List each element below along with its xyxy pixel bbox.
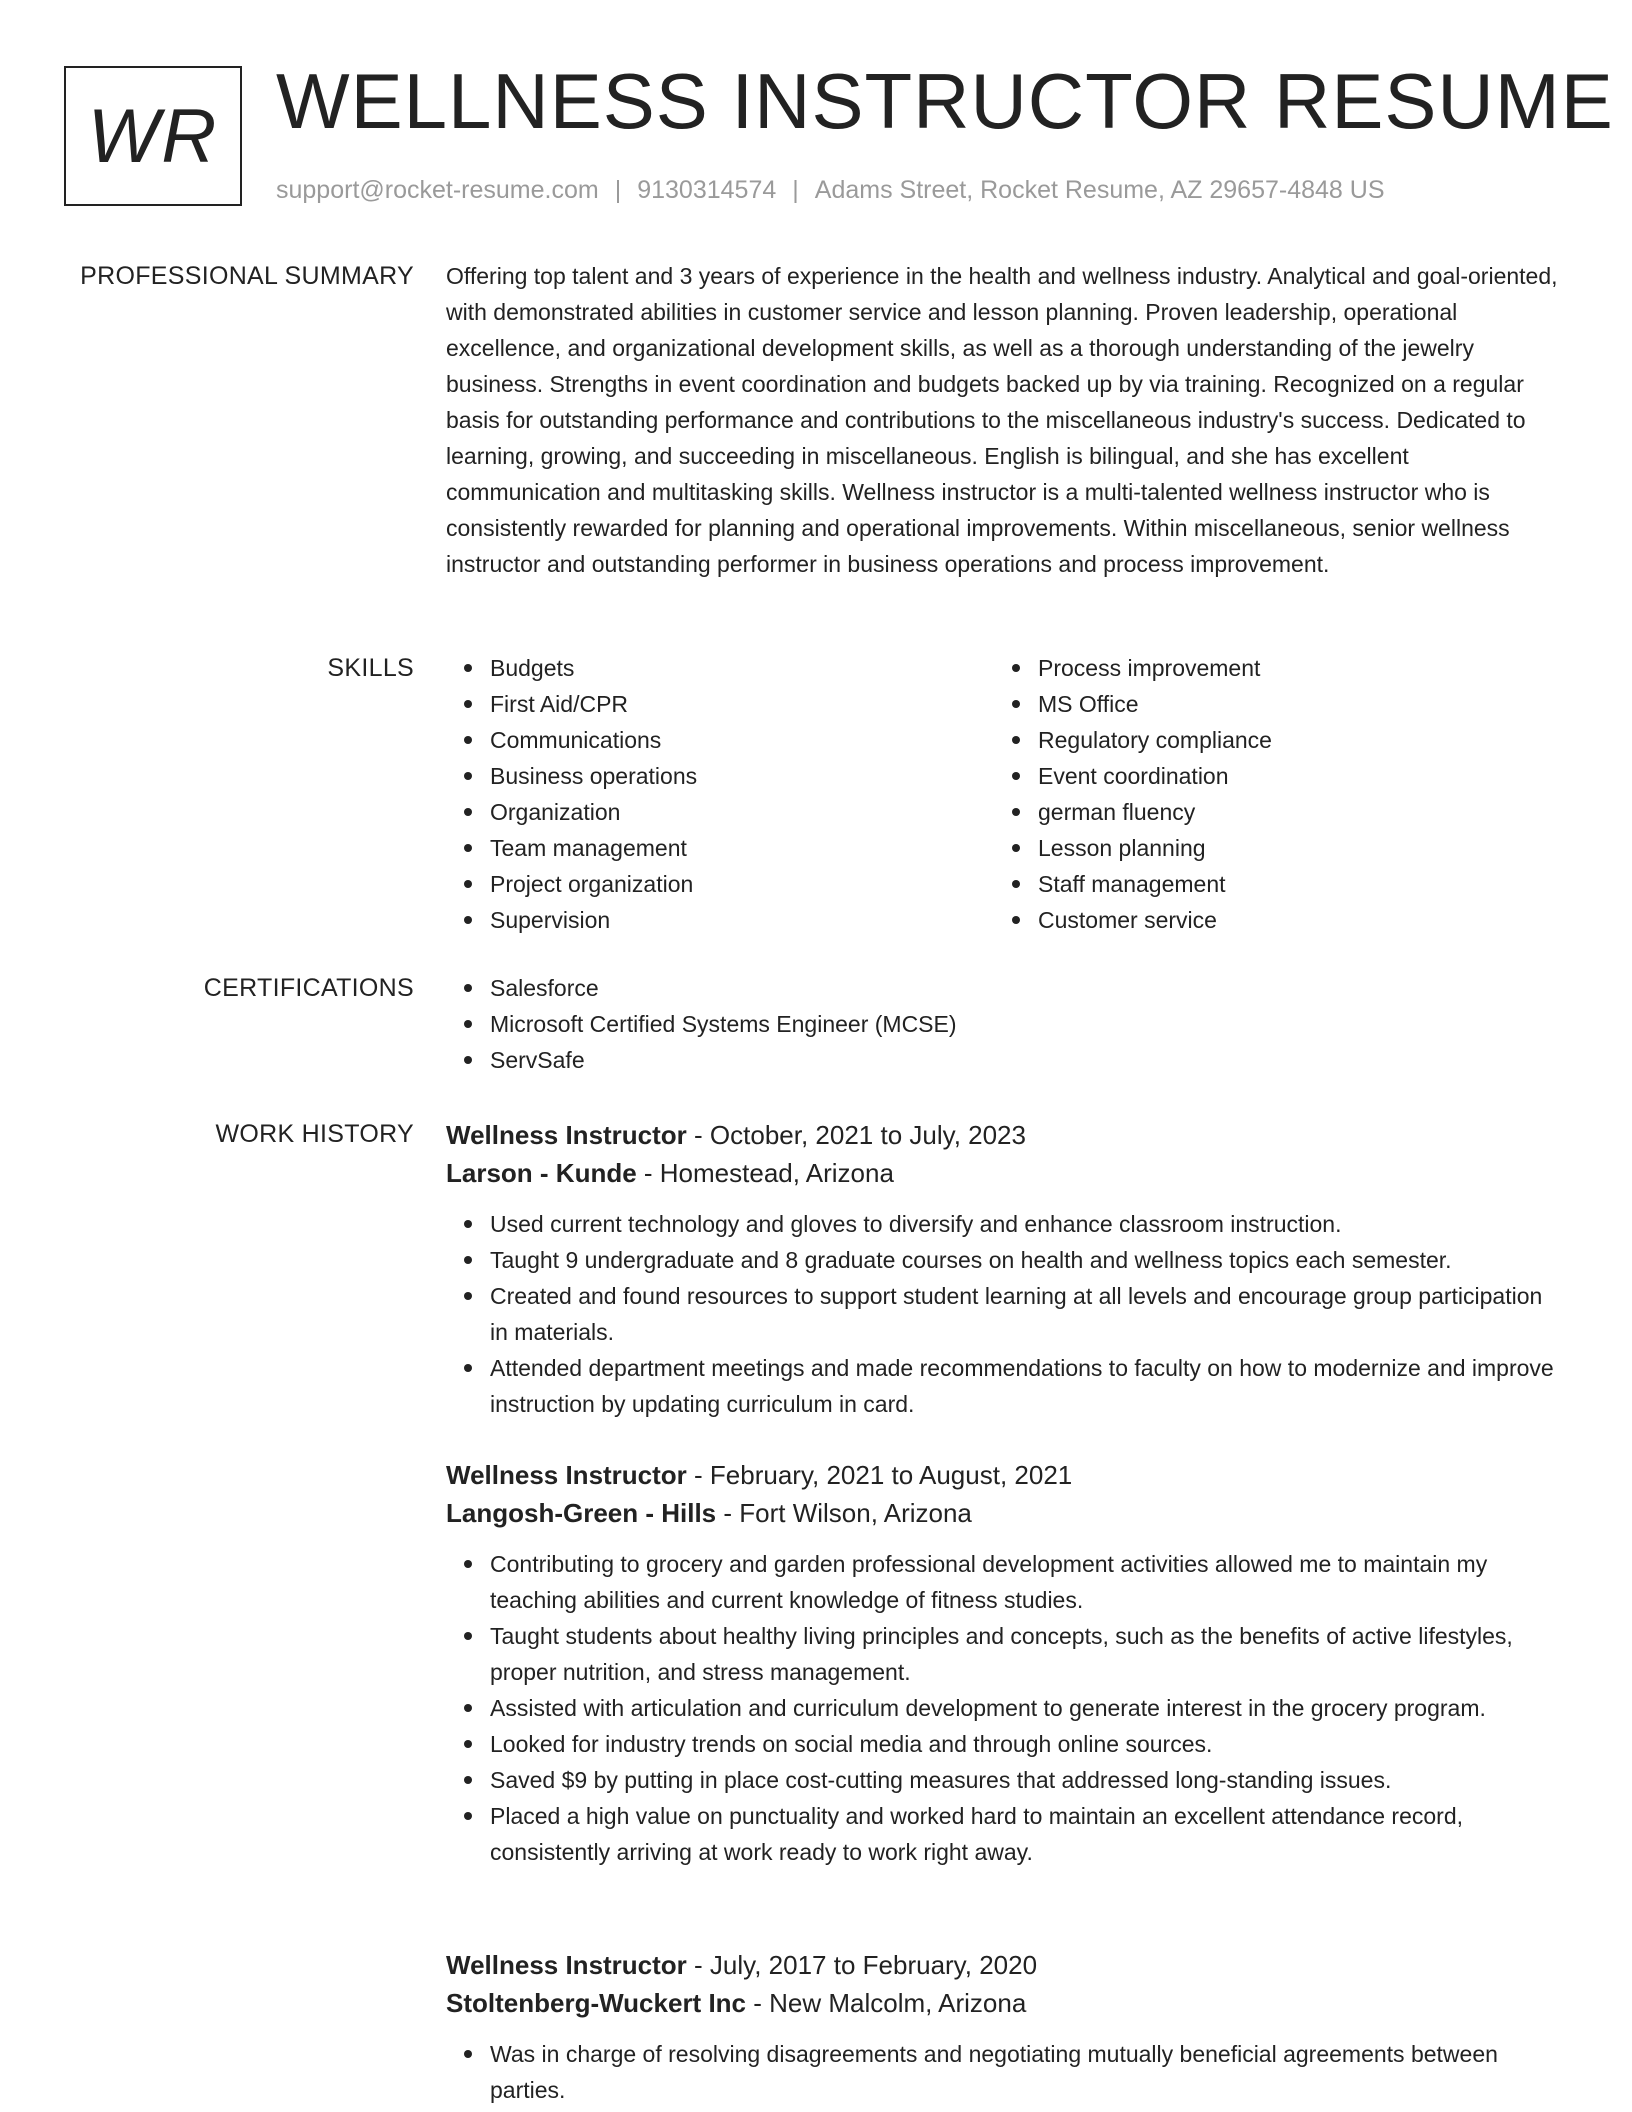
job-title-line: [446, 1456, 1566, 1494]
skills-list-left: [446, 650, 994, 938]
job-company: Langosh-Green - Hills: [446, 1498, 717, 1528]
job-company-line: [446, 1494, 1566, 1532]
job-location: - New Malcolm, Arizona: [746, 1988, 1027, 2018]
section-heading-work-history: WORK HISTORY: [215, 1120, 414, 1148]
job-bullet-list: [446, 1206, 1566, 1422]
skill-item: Lesson planning: [1038, 830, 1542, 866]
skill-item: Project organization: [490, 866, 994, 902]
skill-item: Staff management: [1038, 866, 1542, 902]
contact-separator: |: [614, 176, 622, 204]
contact-email[interactable]: support@rocket-resume.com: [276, 176, 599, 204]
job-bullet-list: [446, 1546, 1566, 1870]
job-title: Wellness Instructor: [446, 1120, 687, 1150]
skills-column-right: [994, 650, 1542, 938]
certifications-list: [446, 970, 1566, 1078]
skill-item: MS Office: [1038, 686, 1542, 722]
job-company: Stoltenberg-Wuckert Inc: [446, 1988, 747, 2018]
job-location: - Homestead, Arizona: [636, 1158, 894, 1188]
section-heading-certifications: CERTIFICATIONS: [203, 974, 414, 1002]
skill-item: Process improvement: [1038, 650, 1542, 686]
contact-line: [276, 174, 1385, 206]
job-entry: [446, 1456, 1566, 1870]
skill-item: Event coordination: [1038, 758, 1542, 794]
job-bullet: Placed a high value on punctuality and worked hard to maintain an excellent attendance record, consistently arriving at work ready to work right away.: [490, 1798, 1566, 1870]
skill-item: Team management: [490, 830, 994, 866]
skill-item: Budgets: [490, 650, 994, 686]
job-title: Wellness Instructor: [446, 1950, 687, 1980]
certification-item: Microsoft Certified Systems Engineer (MCSE): [490, 1006, 1566, 1042]
monogram-initials: WR: [87, 93, 219, 179]
contact-separator: |: [792, 176, 799, 204]
summary-text: Offering top talent and 3 years of experience in the health and wellness industry. Analytical and goal-oriented, with demonstrated abilities in customer service and lesson planning. Proven leadership, operational excellence, and organizational development skills, as well as a thorough understanding of the jewelry business. Strengths in event coordination and budgets backed up by via training. Recognized on a regular basis for outstanding performance and contributions to the miscellaneous industry's success. Dedicated to learning, growing, and succeeding in miscellaneous. English is bilingual, and she has excellent communication and multitasking skills. Wellness instructor is a multi-talented wellness instructor who is consistently rewarded for planning and operational improvements. Within miscellaneous, senior wellness instructor and outstanding performer in business operations and process improvement.: [446, 263, 1558, 577]
contact-phone[interactable]: 9130314574: [637, 176, 777, 204]
job-bullet: Contributing to grocery and garden professional development activities allowed me to maintain my teaching abilities and current knowledge of fitness studies.: [490, 1546, 1566, 1618]
skills-grid: [446, 650, 1566, 938]
job-bullet: Used current technology and gloves to diversify and enhance classroom instruction.: [490, 1206, 1566, 1242]
job-dates: - October, 2021 to July, 2023: [686, 1120, 1026, 1150]
job-company: Larson - Kunde: [446, 1158, 637, 1188]
job-bullet: Attended department meetings and made recommendations to faculty on how to modernize and improve instruction by updating curriculum in card.: [490, 1350, 1566, 1422]
job-bullet: Looked for industry trends on social media and through online sources.: [490, 1726, 1566, 1762]
skill-item: First Aid/CPR: [490, 686, 994, 722]
monogram-box: [64, 66, 242, 206]
job-bullet: Taught students about healthy living principles and concepts, such as the benefits of active lifestyles, proper nutrition, and stress management.: [490, 1618, 1566, 1690]
resume-title: WELLNESS INSTRUCTOR RESUME: [276, 57, 1614, 145]
skill-item: Communications: [490, 722, 994, 758]
section-heading-skills: SKILLS: [327, 654, 414, 682]
skill-item: Organization: [490, 794, 994, 830]
job-bullet: Taught 9 undergraduate and 8 graduate courses on health and wellness topics each semester.: [490, 1242, 1566, 1278]
job-title: Wellness Instructor: [446, 1460, 687, 1490]
job-title-line: [446, 1946, 1566, 1984]
certification-item: Salesforce: [490, 970, 1566, 1006]
job-dates: - July, 2017 to February, 2020: [686, 1950, 1038, 1980]
skill-item: Supervision: [490, 902, 994, 938]
skills-column-left: [446, 650, 994, 938]
skill-item: Regulatory compliance: [1038, 722, 1542, 758]
job-entry: [446, 1946, 1566, 2108]
contact-address: Adams Street, Rocket Resume, AZ 29657-4848 US: [814, 176, 1385, 204]
job-dates: - February, 2021 to August, 2021: [686, 1460, 1073, 1490]
skill-item: Business operations: [490, 758, 994, 794]
job-bullet: Assisted with articulation and curriculum development to generate interest in the grocery program.: [490, 1690, 1566, 1726]
certifications-body: [446, 970, 1566, 1078]
job-company-line: [446, 1154, 1566, 1192]
job-location: - Fort Wilson, Arizona: [716, 1498, 972, 1528]
job-bullet: Was in charge of resolving disagreements and negotiating mutually beneficial agreements between parties.: [490, 2036, 1566, 2108]
job-title-line: [446, 1116, 1566, 1154]
skill-item: german fluency: [1038, 794, 1542, 830]
skills-list-right: [994, 650, 1542, 938]
job-bullet: Saved $9 by putting in place cost-cutting measures that addressed long-standing issues.: [490, 1762, 1566, 1798]
job-bullet-list: [446, 2036, 1566, 2108]
job-bullet: Created and found resources to support student learning at all levels and encourage group participation in materials.: [490, 1278, 1566, 1350]
summary-body: [446, 258, 1566, 582]
section-heading-summary: PROFESSIONAL SUMMARY: [80, 262, 414, 290]
job-entry: [446, 1116, 1566, 1422]
skill-item: Customer service: [1038, 902, 1542, 938]
skills-body: [446, 650, 1566, 938]
job-company-line: [446, 1984, 1566, 2022]
certification-item: ServSafe: [490, 1042, 1566, 1078]
